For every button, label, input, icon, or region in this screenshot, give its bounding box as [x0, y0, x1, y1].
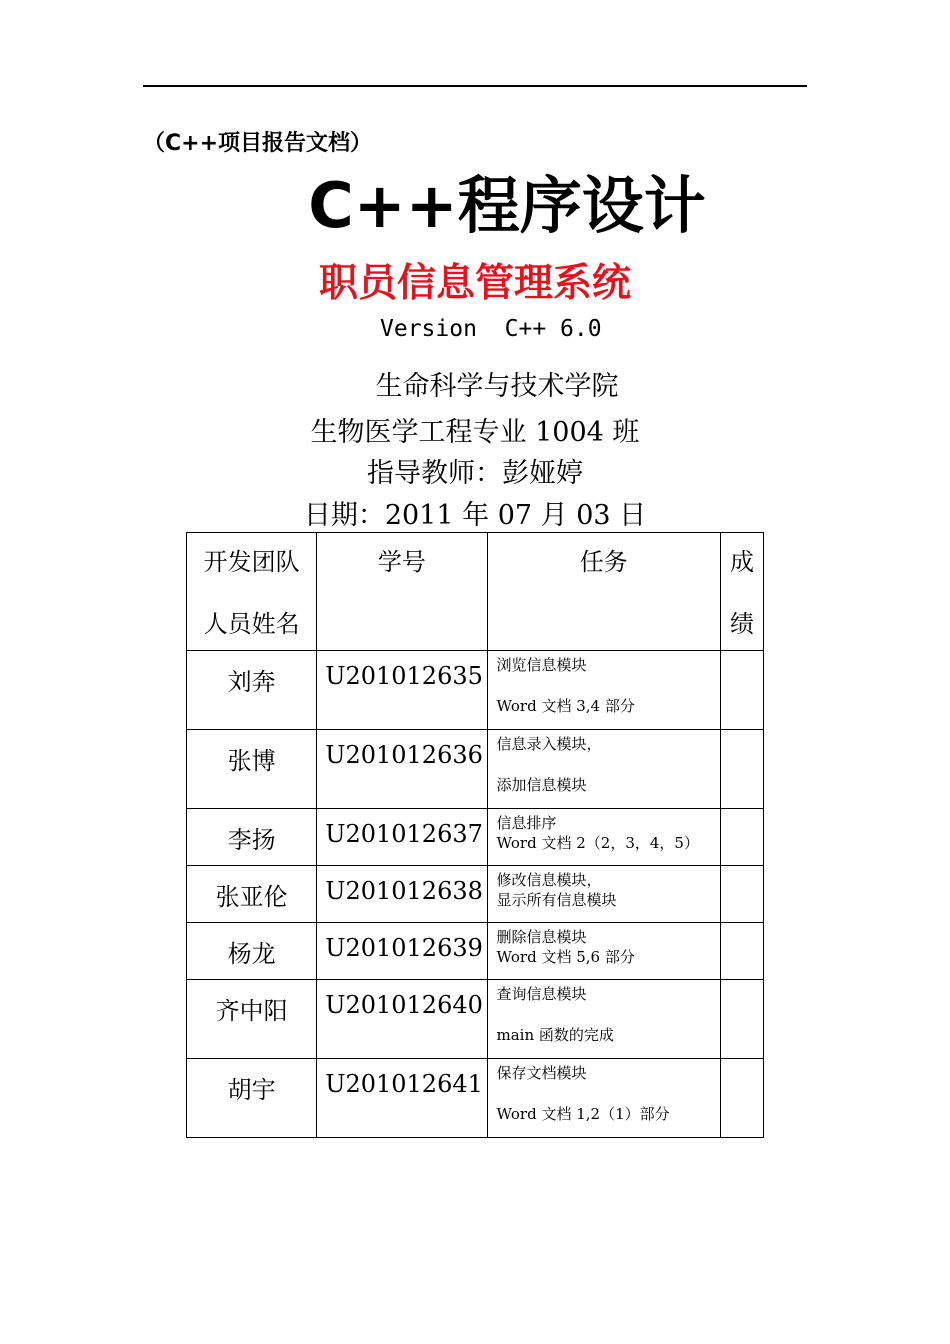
- member-score: [720, 730, 763, 809]
- table-row: [187, 866, 764, 923]
- header-member-line2: 人员姓名: [203, 610, 300, 638]
- member-task: [487, 809, 720, 866]
- member-task: [487, 651, 720, 730]
- header-rule: [143, 85, 807, 87]
- member-score: [720, 923, 763, 980]
- member-name: 胡宇: [187, 1059, 317, 1138]
- task-line2: Word 文档 5,6 部分: [496, 948, 635, 966]
- header-member-line1: 开发团队: [203, 548, 300, 576]
- student-id: U201012638: [317, 866, 487, 923]
- task-line1: 修改信息模块，: [496, 871, 602, 889]
- member-score: [720, 1059, 763, 1138]
- member-score: [720, 866, 763, 923]
- header-task: [487, 533, 720, 651]
- task-line2: Word 文档 2（2，3，4，5）: [496, 834, 699, 852]
- member-task: [487, 730, 720, 809]
- member-name: 刘奔: [187, 651, 317, 730]
- member-name: 张亚伦: [187, 866, 317, 923]
- system-title: 职员信息管理系统: [318, 261, 631, 306]
- header-score-line2: 绩: [729, 610, 754, 638]
- task-line2: main 函数的完成: [496, 1026, 614, 1044]
- header-task-text: 任务: [579, 548, 628, 576]
- page-title: [0, 166, 950, 246]
- school-name: 生命科学与技术学院: [375, 371, 619, 402]
- member-name: 张博: [187, 730, 317, 809]
- task-line1: 信息录入模块，: [496, 735, 602, 753]
- student-id: U201012640: [317, 980, 487, 1059]
- task-line1: 浏览信息模块: [496, 656, 587, 674]
- document-type-label: （C++项目报告文档）: [143, 131, 373, 156]
- task-line1: 查询信息模块: [496, 985, 587, 1003]
- student-id: U201012641: [317, 1059, 487, 1138]
- student-id: U201012639: [317, 923, 487, 980]
- header-student-id: [317, 533, 487, 651]
- header-student-id-text: 学号: [377, 548, 426, 576]
- member-task: [487, 923, 720, 980]
- table-row: [187, 980, 764, 1059]
- member-task: [487, 1059, 720, 1138]
- task-line1: 删除信息模块: [496, 928, 587, 946]
- class-name: 生物医学工程专业 1004 班: [310, 417, 640, 448]
- header-score: [720, 533, 763, 651]
- task-line2: 显示所有信息模块: [496, 891, 617, 909]
- teacher-name: 指导教师：彭娅婷: [367, 458, 583, 489]
- student-id: U201012636: [317, 730, 487, 809]
- member-name: 齐中阳: [187, 980, 317, 1059]
- header-score-line1: 成: [729, 548, 754, 576]
- member-name: 杨龙: [187, 923, 317, 980]
- table-row: [187, 923, 764, 980]
- table-row: [187, 651, 764, 730]
- member-score: [720, 809, 763, 866]
- table-row: [187, 809, 764, 866]
- task-line2: Word 文档 1,2（1）部分: [496, 1105, 670, 1123]
- member-name: 李扬: [187, 809, 317, 866]
- member-score: [720, 651, 763, 730]
- member-task: [487, 866, 720, 923]
- version-label: Version C++ 6.0: [380, 316, 602, 342]
- document-date: 日期：2011 年 07 月 03 日: [303, 500, 647, 531]
- member-score: [720, 980, 763, 1059]
- header-member: [187, 533, 317, 651]
- task-line2: Word 文档 3,4 部分: [496, 697, 635, 715]
- student-id: U201012637: [317, 809, 487, 866]
- member-task: [487, 980, 720, 1059]
- table-header-row: [187, 533, 764, 651]
- student-id: U201012635: [317, 651, 487, 730]
- task-line1: 保存文档模块: [496, 1064, 587, 1082]
- team-table: [186, 532, 764, 1138]
- table-row: [187, 1059, 764, 1138]
- table-row: [187, 730, 764, 809]
- page-title-text: C++程序设计: [308, 169, 706, 242]
- task-line2: 添加信息模块: [496, 776, 587, 794]
- task-line1: 信息排序: [496, 814, 557, 832]
